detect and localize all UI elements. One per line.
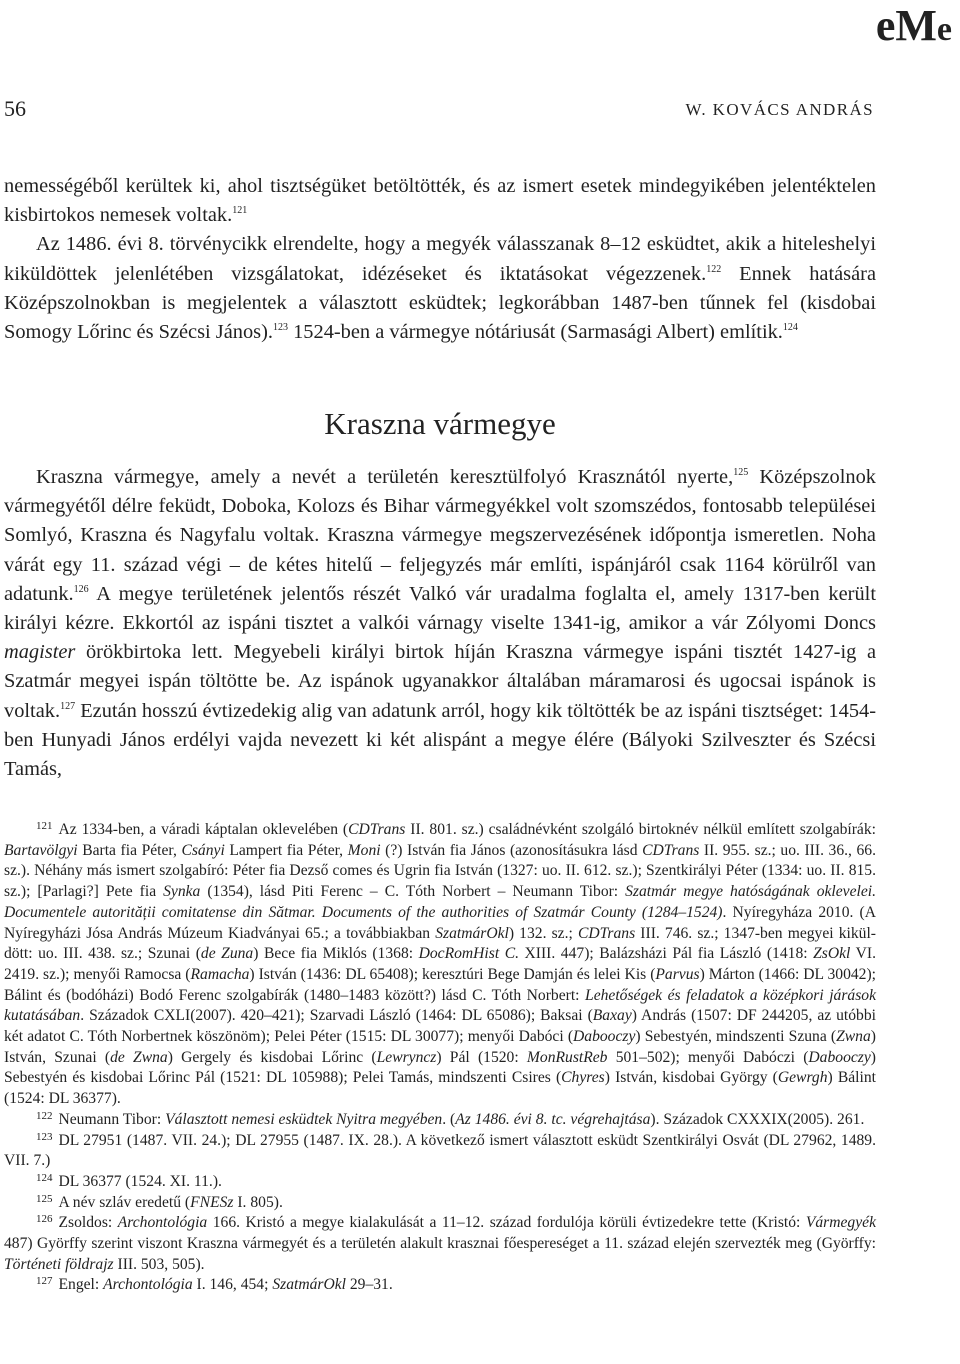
footnote-ref-125[interactable]: 125 — [733, 467, 749, 478]
section-paragraph: Kraszna vármegye, amely a nevét a területén keresztülfolyó Krasznától nyerte,$^{125}$ Középszolnok vármegyétől délre feküdt, Doboka, Kolozs és Bihar vármegyékkel volt szomszédos, fontosabb települései Somlyó, Kraszna és Nagyfalu voltak. Kraszna vármegye megszervezésének időpontja ismeretlen. Noha várát egy 11. század végi – de kétes hitelű – feljegyzés már említi, ispánjáról csak 1164 körülről van adatunk.$^{126}$ A megye területének jelentős részét Valkó vár uradalma foglalta el, amely 1317-ben került királyi kézre. Ekkortól az ispáni tisztet a valkói várnagy viselte 1341-ig, amikor a vár Zólyomi Doncs magister örökbirtoka lett. Megyebeli királyi birtok híján Kraszna vármegye ispáni tisztét 1427-ig a Szatmár megyei ispán töltötte be. Az ispánok ugyanakkor általában máramarosi és ugocsai ispánok is voltak.$^{127}$ Ezután hosszú évtizedekig alig van adatunk arról, hogy kik töltötték be az ispáni tisztséget: 1454-ben Hunyadi János erdélyi vajda nevezett ki két alispánt a megye élére (Bályoki Szilveszter és Szécsi Tamás, — [4, 466, 877, 781]
footnote-separator — [4, 806, 194, 807]
footnotes — [4, 820, 876, 1296]
intro-paragraph-1: nemességéből kerültek ki, ahol tisztségüket betöltötték, és az ismert esetek mindegyikében jelentéktelen kisbirtokos nemesek voltak.$^{121}$ — [4, 175, 876, 227]
footnote-ref-122[interactable]: 122 — [706, 263, 722, 275]
logo-letter-m: M — [895, 1, 937, 50]
section-body — [4, 463, 876, 784]
intro-paragraph-2: Az 1486. évi 8. törvénycikk elrendelte, hogy a megyék válasszanak 8–12 esküdtet, akik a hiteleshelyi kiküldöttek jelenlétében vizsgálatokat, idézéseket és iktatásokat végezzenek.$^{122}$ Ennek hatására Középszolnokban is megjelentek a választott esküdtek; legkorábban 1487-ben tűnnek fel (kisdobai Somogy Lőrinc és Szécsi János).$^{123}$ 1524-ben a vármegye nótáriusát (Sarmasági Albert) említik.$^{124}$ — [4, 233, 876, 344]
page-number: 56 — [4, 96, 26, 121]
footnote-123: $^{123}$ DL 27951 (1487. VII. 24.); DL 27955 (1487. IX. 28.). A következő ismert választott esküdt Szentkirályi Osvát (DL 27962, 1489. VII. 7.) — [4, 1130, 876, 1170]
logo-letter-e: e — [875, 1, 896, 50]
footnote-125: $^{125}$ A név szláv eredetű (FNESz I. 805). — [36, 1192, 283, 1211]
footnote-ref-121[interactable]: 121 — [232, 205, 248, 217]
footnote-127: $^{127}$ Engel: Archontológia I. 146, 454; SzatmárOkl 29–31. — [36, 1275, 393, 1294]
footnote-126: $^{126}$ Zsoldos: Archontológia 166. Kristó a megye kialakulását a 11–12. század fordulója körüli évtizedekre tette (Kristó: Vármegyék 487) Györffy szerint viszont Kraszna vármegyét és a területén alakult krasznai főespereséget a 11. század elején szervezték meg (Györffy: Történeti földrajz III. 503, 505). — [4, 1213, 876, 1273]
logo-letter-e-small: e — [936, 11, 952, 48]
footnote-ref-123[interactable]: 123 — [273, 322, 289, 334]
footnote-122: $^{122}$ Neumann Tibor: Választott nemesi esküdtek Nyitra megyében. (Az 1486. évi 8. tc. végrehajtása). Századok CXXXIX(2005). 261. — [36, 1109, 865, 1128]
running-head: W. KOVÁCS ANDRÁS — [685, 100, 874, 119]
intro-text — [4, 172, 876, 347]
footnote-124: $^{124}$ DL 36377 (1524. XI. 11.). — [36, 1171, 222, 1190]
footnote-ref-126[interactable]: 126 — [73, 583, 89, 595]
section-title: Kraszna vármegye — [324, 406, 556, 441]
journal-logo — [875, 1, 952, 52]
footnote-ref-127[interactable]: 127 — [60, 700, 76, 712]
footnote-121: $^{121}$ Az 1334-ben, a váradi káptalan oklevelében (CDTrans II. 801. sz.) családnévként szolgáló birtoknév nélkül említett szolgabírák: Bartavölgyi Barta fia Péter, Csányi Lampert fia Péter, Moni (?) István fia János (azonosításukra lásd CDTrans II. 955. sz.; uo. III. 36., 66. sz.). Néhány más ismert szolgabíró: Péter fia Dezső comes és Ugrin fia István (1327: uo. II. 612. sz.); Szentkirályi Péter (1334: uo. II. 815. sz.); [Parlagi?] Pete fia Synka (1354), lásd Piti Ferenc – C. Tóth Norbert – Neumann Tibor: Szatmár megye hatóságának oklevelei. Documentele autorității comitatense din Sătmar. Documents of the authorities of Szatmár County (1284–1524). Nyíregyháza 2010. (A Nyíregyházi Jósa András Múzeum Kiadványai 65.; a továbbiakban SzatmárOkl) 132. sz.; CDTrans III. 746. sz.; 1347-ben megyei kiküldött: uo. III. 438. sz.; Szunai (de Zuna) Bece fia Miklós (1368: DocRomHist C. XIII. 447); Balázsházi Pál fia László (1418: ZsOkl VI. 2419. sz.); menyői Ramocsa (Ramacha) István (1436: DL 65408); keresztúri Bege Damján és lelei Kis (Parvus) Márton (1466: DL 30042); Bálint és (bodóházi) Bodó Ferenc szolgabírák (1480–1483 között?) lásd C. Tóth Norbert: Lehetőségek és feladatok a középkori járások kutatásában. Századok CXLI(2007). 420–421); Szarvadi László (1464: DL 65086); Baksai (Baxay) András (1507: DF 244205, az utóbbi két adatot C. Tóth Norbertnek köszönöm); Pelei Péter (1515: DL 30077); menyői Dabóci (Dabooczy) Sebestyén, mindszenti Szuna (Zwna) István, Szunai (de Zwna) Gergely és kisdobai Lőrinc (Lewryncz) Pál (1520: MonRustReb 501–502); menyői Dabóczi (Dabooczy) Sebestyén és kisdobai Lőrinc Pál (1521: DL 105988); Pelei Tamás, mindszenti Csires (Chyres) István, kisdobai György (Gewrgh) Bálint (1524: DL 36377). — [4, 820, 877, 1108]
footnote-ref-124[interactable]: 124 — [782, 322, 798, 334]
